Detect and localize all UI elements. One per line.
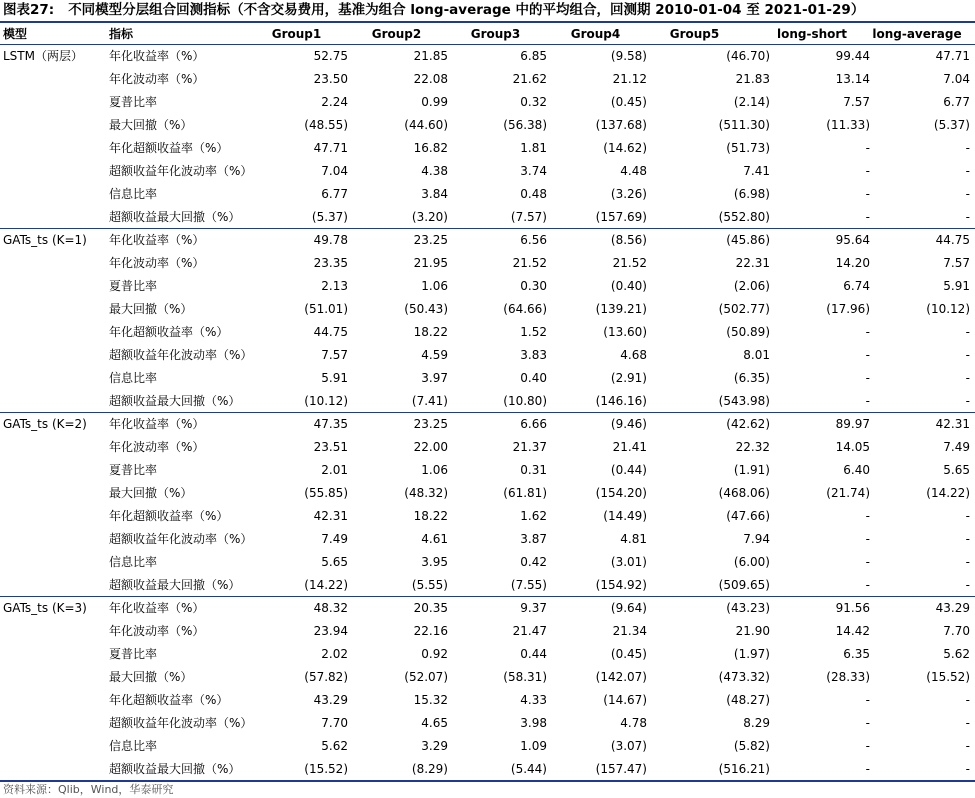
cell-group1: 7.04 (321, 164, 348, 178)
metric-label: 超额收益年化波动率（%） (109, 716, 253, 730)
metric-label: 夏普比率 (109, 647, 158, 661)
metric-label: 年化收益率（%） (109, 417, 205, 431)
metric-label: 年化收益率（%） (109, 601, 205, 615)
cell-long-average: - (965, 509, 970, 523)
cell-group2: 22.16 (413, 624, 448, 638)
header-long-average: long-average (872, 27, 962, 41)
cell-long-average: 5.91 (943, 279, 970, 293)
cell-group4: (142.07) (595, 670, 647, 684)
cell-group5: (1.97) (733, 647, 770, 661)
metric-label: 年化收益率（%） (109, 233, 205, 247)
model-block (0, 45, 975, 229)
cell-group1: 43.29 (313, 693, 348, 707)
cell-group5: (51.73) (726, 141, 770, 155)
cell-group4: 4.81 (620, 532, 647, 546)
metric-label: 夏普比率 (109, 279, 158, 293)
cell-long-short: - (865, 210, 870, 224)
cell-group5: 22.31 (735, 256, 770, 270)
cell-group1: 49.78 (313, 233, 348, 247)
cell-long-short: - (865, 693, 870, 707)
metric-label: 年化波动率（%） (109, 72, 205, 86)
cell-group1: (57.82) (304, 670, 348, 684)
cell-long-short: (11.33) (826, 118, 870, 132)
figure-caption: 不同模型分层组合回测指标（不含交易费用，基准为组合 long-average 中的平均组合，回测期 2010-01-04 至 2021-01-29） (68, 2, 865, 18)
cell-long-average: 42.31 (935, 417, 970, 431)
cell-group4: 21.12 (612, 72, 647, 86)
cell-group5: (543.98) (718, 394, 770, 408)
cell-group2: 18.22 (413, 509, 448, 523)
cell-group3: 0.42 (520, 555, 547, 569)
cell-long-short: 6.40 (843, 463, 870, 477)
cell-group3: 1.52 (520, 325, 547, 339)
metric-label: 信息比率 (109, 555, 158, 569)
cell-long-average: (15.52) (926, 670, 970, 684)
cell-long-average: - (965, 578, 970, 592)
cell-long-short: - (865, 739, 870, 753)
metric-label: 信息比率 (109, 187, 158, 201)
cell-group5: (43.23) (726, 601, 770, 615)
cell-group3: 21.47 (512, 624, 547, 638)
metric-label: 年化收益率（%） (109, 49, 205, 63)
cell-group4: (3.01) (610, 555, 647, 569)
cell-long-average: 6.77 (943, 95, 970, 109)
cell-long-average: - (965, 348, 970, 362)
cell-group3: (58.31) (503, 670, 547, 684)
cell-group1: 42.31 (313, 509, 348, 523)
cell-group3: 1.62 (520, 509, 547, 523)
cell-long-average: - (965, 164, 970, 178)
cell-group2: 1.06 (421, 279, 448, 293)
cell-group4: (9.58) (610, 49, 647, 63)
cell-group1: 23.50 (313, 72, 348, 86)
metric-label: 信息比率 (109, 739, 158, 753)
cell-group2: (5.55) (411, 578, 448, 592)
cell-group4: 4.48 (620, 164, 647, 178)
cell-long-short: 91.56 (835, 601, 870, 615)
metric-label: 夏普比率 (109, 95, 158, 109)
cell-long-average: 47.71 (935, 49, 970, 63)
header-metric: 指标 (109, 27, 134, 41)
model-name: GATs_ts (K=3) (3, 601, 87, 615)
cell-group3: 0.31 (520, 463, 547, 477)
cell-group5: 8.01 (743, 348, 770, 362)
cell-group1: (55.85) (304, 486, 348, 500)
metric-label: 超额收益年化波动率（%） (109, 164, 253, 178)
cell-long-average: 7.70 (943, 624, 970, 638)
header-long-short: long-short (776, 27, 848, 41)
cell-long-short: - (865, 164, 870, 178)
cell-group2: (52.07) (404, 670, 448, 684)
cell-group2: 3.97 (421, 371, 448, 385)
model-block (0, 413, 975, 597)
cell-group4: (14.67) (603, 693, 647, 707)
cell-long-short: - (865, 578, 870, 592)
cell-group2: (3.20) (411, 210, 448, 224)
cell-long-short: 99.44 (835, 49, 870, 63)
cell-group5: (552.80) (718, 210, 770, 224)
cell-group3: 21.37 (512, 440, 547, 454)
cell-group5: 21.90 (735, 624, 770, 638)
cell-group3: (10.80) (503, 394, 547, 408)
model-block (0, 229, 975, 413)
cell-group3: 6.56 (520, 233, 547, 247)
cell-group3: (64.66) (503, 302, 547, 316)
cell-group2: 4.38 (421, 164, 448, 178)
cell-long-short: - (865, 187, 870, 201)
cell-group4: (0.40) (610, 279, 647, 293)
cell-long-average: - (965, 762, 970, 776)
cell-group2: 4.61 (421, 532, 448, 546)
cell-group3: 0.48 (520, 187, 547, 201)
cell-group1: 7.70 (321, 716, 348, 730)
cell-group4: (3.07) (610, 739, 647, 753)
cell-group4: (139.21) (595, 302, 647, 316)
cell-group1: 7.49 (321, 532, 348, 546)
cell-long-short: - (865, 394, 870, 408)
table-header (0, 24, 975, 44)
cell-long-average: - (965, 739, 970, 753)
cell-group4: (14.62) (603, 141, 647, 155)
cell-group4: (9.46) (610, 417, 647, 431)
cell-group4: 4.68 (620, 348, 647, 362)
cell-group3: 1.81 (520, 141, 547, 155)
cell-group4: 4.78 (620, 716, 647, 730)
cell-long-short: (21.74) (826, 486, 870, 500)
cell-group3: (7.55) (510, 578, 547, 592)
cell-group1: 47.35 (313, 417, 348, 431)
cell-group4: (14.49) (603, 509, 647, 523)
cell-long-average: - (965, 716, 970, 730)
cell-long-average: - (965, 555, 970, 569)
source-note: 资料来源：Qlib，Wind，华泰研究 (3, 783, 174, 796)
metric-label: 最大回撤（%） (109, 118, 193, 132)
metric-label: 年化超额收益率（%） (109, 141, 229, 155)
cell-group4: (0.44) (610, 463, 647, 477)
cell-group2: 1.06 (421, 463, 448, 477)
cell-group5: (468.06) (718, 486, 770, 500)
model-name: LSTM（两层） (3, 49, 83, 63)
cell-long-average: (10.12) (926, 302, 970, 316)
cell-group4: (154.20) (595, 486, 647, 500)
cell-long-average: - (965, 371, 970, 385)
metric-label: 夏普比率 (109, 463, 158, 477)
cell-group1: 52.75 (313, 49, 348, 63)
cell-long-average: 44.75 (935, 233, 970, 247)
cell-long-short: - (865, 371, 870, 385)
cell-long-short: - (865, 509, 870, 523)
cell-group4: (154.92) (595, 578, 647, 592)
cell-group4: (0.45) (610, 647, 647, 661)
top-rule (0, 21, 975, 23)
cell-long-short: (28.33) (826, 670, 870, 684)
cell-long-short: 13.14 (835, 72, 870, 86)
header-group3: Group3 (470, 27, 521, 41)
metric-label: 年化波动率（%） (109, 624, 205, 638)
cell-group1: 48.32 (313, 601, 348, 615)
cell-group3: 0.32 (520, 95, 547, 109)
cell-long-average: - (965, 187, 970, 201)
cell-long-average: (14.22) (926, 486, 970, 500)
cell-group2: 0.92 (421, 647, 448, 661)
cell-long-short: 14.20 (835, 256, 870, 270)
cell-group5: (473.32) (718, 670, 770, 684)
cell-group5: (516.21) (718, 762, 770, 776)
cell-group2: 20.35 (413, 601, 448, 615)
cell-group4: 21.41 (612, 440, 647, 454)
cell-group1: 2.24 (321, 95, 348, 109)
cell-group2: 4.65 (421, 716, 448, 730)
cell-long-average: - (965, 141, 970, 155)
cell-long-average: - (965, 532, 970, 546)
cell-group5: 21.83 (735, 72, 770, 86)
header-group4: Group4 (570, 27, 621, 41)
cell-group4: (8.56) (610, 233, 647, 247)
cell-long-average: - (965, 693, 970, 707)
cell-long-short: 95.64 (835, 233, 870, 247)
cell-long-short: (17.96) (826, 302, 870, 316)
cell-long-short: - (865, 325, 870, 339)
cell-group3: 9.37 (520, 601, 547, 615)
cell-long-average: - (965, 325, 970, 339)
cell-group4: (157.69) (595, 210, 647, 224)
cell-long-short: 6.74 (843, 279, 870, 293)
cell-group1: 6.77 (321, 187, 348, 201)
cell-long-short: - (865, 532, 870, 546)
header-model: 模型 (3, 27, 28, 41)
cell-group2: 22.08 (413, 72, 448, 86)
model-block (0, 597, 975, 781)
cell-group1: 7.57 (321, 348, 348, 362)
cell-group1: (14.22) (304, 578, 348, 592)
cell-group2: 21.85 (413, 49, 448, 63)
cell-long-short: - (865, 555, 870, 569)
cell-group4: (13.60) (603, 325, 647, 339)
cell-group3: 6.85 (520, 49, 547, 63)
cell-group4: (157.47) (595, 762, 647, 776)
cell-long-average: 7.04 (943, 72, 970, 86)
model-name: GATs_ts (K=1) (3, 233, 87, 247)
cell-group5: (45.86) (726, 233, 770, 247)
cell-group3: 3.83 (520, 348, 547, 362)
cell-long-short: 6.35 (843, 647, 870, 661)
cell-group2: (44.60) (404, 118, 448, 132)
cell-group1: 23.94 (313, 624, 348, 638)
cell-group2: 3.84 (421, 187, 448, 201)
cell-group4: (2.91) (610, 371, 647, 385)
cell-group3: (56.38) (503, 118, 547, 132)
cell-long-average: (5.37) (933, 118, 970, 132)
cell-group2: (7.41) (411, 394, 448, 408)
cell-group4: (0.45) (610, 95, 647, 109)
cell-group2: 4.59 (421, 348, 448, 362)
cell-long-short: 14.42 (835, 624, 870, 638)
metric-label: 信息比率 (109, 371, 158, 385)
cell-group2: 23.25 (413, 233, 448, 247)
cell-group1: 23.35 (313, 256, 348, 270)
cell-group5: (511.30) (718, 118, 770, 132)
cell-group3: 21.62 (512, 72, 547, 86)
cell-long-short: 7.57 (843, 95, 870, 109)
cell-group1: (15.52) (304, 762, 348, 776)
cell-group5: (48.27) (726, 693, 770, 707)
header-group2: Group2 (371, 27, 422, 41)
metric-label: 超额收益最大回撤（%） (109, 578, 241, 592)
cell-group4: (137.68) (595, 118, 647, 132)
cell-group2: 0.99 (421, 95, 448, 109)
cell-group2: 23.25 (413, 417, 448, 431)
cell-long-short: - (865, 762, 870, 776)
cell-group4: 21.52 (612, 256, 647, 270)
cell-group3: (5.44) (510, 762, 547, 776)
metric-label: 超额收益年化波动率（%） (109, 348, 253, 362)
metric-label: 年化超额收益率（%） (109, 325, 229, 339)
metric-label: 年化超额收益率（%） (109, 509, 229, 523)
figure-label: 图表27: (3, 2, 55, 18)
cell-group1: 5.91 (321, 371, 348, 385)
cell-group1: (5.37) (311, 210, 348, 224)
cell-group3: 3.74 (520, 164, 547, 178)
cell-long-short: 14.05 (835, 440, 870, 454)
cell-group2: (48.32) (404, 486, 448, 500)
header-group5: Group5 (669, 27, 720, 41)
cell-group5: (47.66) (726, 509, 770, 523)
cell-group1: (51.01) (304, 302, 348, 316)
cell-long-average: 7.57 (943, 256, 970, 270)
cell-group2: 16.82 (413, 141, 448, 155)
cell-group4: (146.16) (595, 394, 647, 408)
metric-label: 最大回撤（%） (109, 486, 193, 500)
cell-group3: 21.52 (512, 256, 547, 270)
cell-long-average: - (965, 394, 970, 408)
cell-group3: 0.44 (520, 647, 547, 661)
model-name: GATs_ts (K=2) (3, 417, 87, 431)
metric-label: 超额收益年化波动率（%） (109, 532, 253, 546)
cell-group5: (46.70) (726, 49, 770, 63)
cell-group1: 2.13 (321, 279, 348, 293)
cell-long-short: - (865, 348, 870, 362)
cell-group5: (509.65) (718, 578, 770, 592)
cell-group1: 23.51 (313, 440, 348, 454)
cell-group4: (9.64) (610, 601, 647, 615)
cell-group3: (61.81) (503, 486, 547, 500)
cell-group3: 6.66 (520, 417, 547, 431)
metric-label: 最大回撤（%） (109, 670, 193, 684)
cell-group2: 21.95 (413, 256, 448, 270)
cell-group5: (5.82) (733, 739, 770, 753)
cell-group1: 5.62 (321, 739, 348, 753)
cell-group5: (502.77) (718, 302, 770, 316)
cell-group2: 3.29 (421, 739, 448, 753)
cell-group3: 0.40 (520, 371, 547, 385)
metric-label: 超额收益最大回撤（%） (109, 762, 241, 776)
cell-group5: (6.98) (733, 187, 770, 201)
cell-group5: (42.62) (726, 417, 770, 431)
metric-label: 超额收益最大回撤（%） (109, 210, 241, 224)
cell-group5: 7.94 (743, 532, 770, 546)
cell-group5: (2.06) (733, 279, 770, 293)
cell-group1: 47.71 (313, 141, 348, 155)
cell-group5: 7.41 (743, 164, 770, 178)
cell-long-short: 89.97 (835, 417, 870, 431)
cell-group2: (8.29) (411, 762, 448, 776)
cell-group3: 3.87 (520, 532, 547, 546)
cell-group1: 5.65 (321, 555, 348, 569)
cell-long-average: 5.65 (943, 463, 970, 477)
cell-group2: (50.43) (404, 302, 448, 316)
cell-group5: (50.89) (726, 325, 770, 339)
cell-group3: 4.33 (520, 693, 547, 707)
cell-group5: 8.29 (743, 716, 770, 730)
metric-label: 最大回撤（%） (109, 302, 193, 316)
cell-group3: 0.30 (520, 279, 547, 293)
cell-group5: (6.00) (733, 555, 770, 569)
cell-group5: (6.35) (733, 371, 770, 385)
metric-label: 超额收益最大回撤（%） (109, 394, 241, 408)
cell-group1: 44.75 (313, 325, 348, 339)
figure-title (3, 0, 972, 20)
cell-group3: 3.98 (520, 716, 547, 730)
cell-group3: (7.57) (510, 210, 547, 224)
cell-long-short: - (865, 141, 870, 155)
metric-label: 年化波动率（%） (109, 440, 205, 454)
cell-group1: 2.02 (321, 647, 348, 661)
cell-group1: (48.55) (304, 118, 348, 132)
cell-long-average: 7.49 (943, 440, 970, 454)
cell-group5: 22.32 (735, 440, 770, 454)
cell-group1: (10.12) (304, 394, 348, 408)
cell-long-average: 43.29 (935, 601, 970, 615)
cell-group1: 2.01 (321, 463, 348, 477)
cell-group5: (2.14) (733, 95, 770, 109)
metric-label: 年化波动率（%） (109, 256, 205, 270)
metric-label: 年化超额收益率（%） (109, 693, 229, 707)
cell-long-average: 5.62 (943, 647, 970, 661)
cell-group2: 3.95 (421, 555, 448, 569)
cell-group4: 21.34 (612, 624, 647, 638)
cell-group2: 18.22 (413, 325, 448, 339)
cell-group2: 15.32 (413, 693, 448, 707)
cell-long-short: - (865, 716, 870, 730)
cell-group3: 1.09 (520, 739, 547, 753)
cell-long-average: - (965, 210, 970, 224)
cell-group4: (3.26) (610, 187, 647, 201)
cell-group2: 22.00 (413, 440, 448, 454)
cell-group5: (1.91) (733, 463, 770, 477)
header-group1: Group1 (271, 27, 322, 41)
